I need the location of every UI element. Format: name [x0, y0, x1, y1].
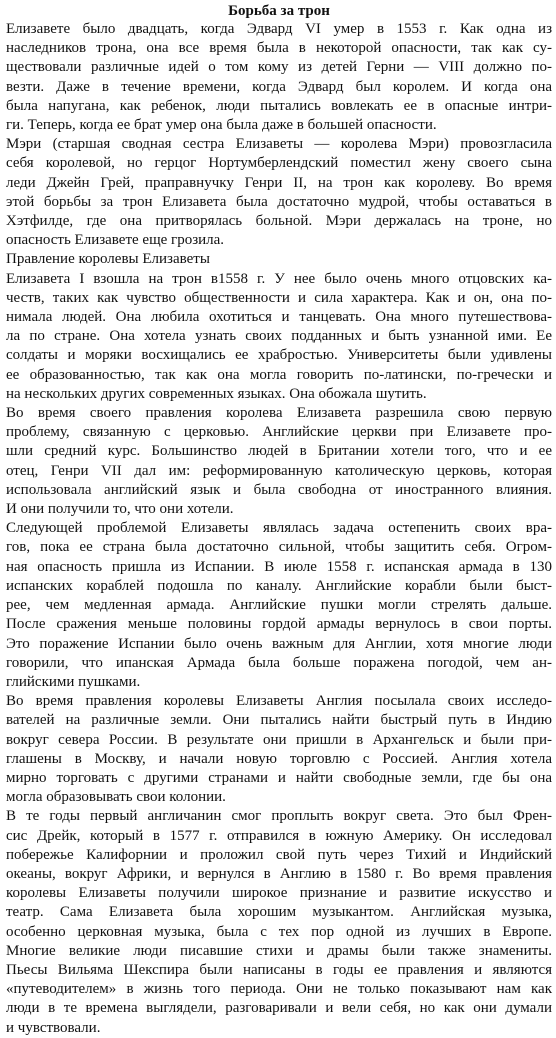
text-line: ществовали различные идей о том кому из детей Герни — VIII должно по-: [6, 59, 552, 76]
text-line: честв, таких как чувство общественности и сила характера. Как и он, она по-: [6, 289, 552, 306]
text-line: могла образовывать свои колонии.: [6, 789, 226, 806]
text-line: опасность Елизавете еще грозила.: [6, 232, 225, 249]
text-line: везти. Даже в течение времени, когда Эдвард был королем. И когда она: [6, 78, 552, 95]
page-title: Борьба за трон: [228, 3, 330, 19]
text-line: мирно торговать с другими странами и найти свободные земли, где бы она: [6, 769, 552, 786]
text-line: особенно церковная музыка, была с тех пор одной из лучших в Европе.: [6, 923, 552, 940]
text-line: «путеводителем» в жизнь того периода. Они не только показывают нам как: [6, 981, 552, 998]
text-line: После сражения меньше половины гордой армады вернулось в свои порты.: [6, 616, 552, 633]
text-line: Во время своего правления королева Елизавета разрешила свою первую: [6, 405, 552, 422]
text-line: И они получили то, что они хотели.: [6, 501, 234, 518]
text-line: ная опасность пришла из Испании. В июле 1558 г. испанская армада в 130: [6, 558, 552, 575]
text-line: нимала людей. Она любила охотиться и танцевать. Она много путешествова-: [6, 309, 552, 326]
text-line: гов, пока ее страна была достаточно сильной, чтобы защитить себя. Огром-: [6, 539, 552, 556]
paragraph: [6, 692, 552, 807]
text-line: на нескольких других современных языках. Она обожала шутить.: [6, 385, 427, 402]
text-line: глашены в Москву, и начали новую торговлю с Россией. Англия хотела: [6, 750, 552, 767]
text-line: Мэри (старшая сводная сестра Елизаветы — королева Мэри) провозгласила: [6, 136, 552, 153]
paragraph: [6, 404, 552, 519]
text-line: была напугана, как ребенок, люди пытались вовлекать ее в опасные интри-: [6, 97, 552, 114]
text-line: Елизавета I взошла на трон в1558 г. У нее было очень много отцовских ка-: [6, 270, 552, 287]
text-line: вателей на различные земли. Они пытались найти быстрый путь в Индию: [6, 712, 552, 729]
text-line: леди Джейн Грей, праправнучку Генри II, на трон как королеву. Во время: [6, 174, 552, 191]
paragraph: [6, 519, 552, 692]
paragraph: [6, 250, 552, 404]
text-line: Следующей проблемой Елизаветы являлась задача остепенить своих вра-: [6, 520, 552, 537]
text-line: испанских кораблей подошла по каналу. Английские корабли были быст-: [6, 577, 552, 594]
text-line: отец, Генри VII дал им: реформированную католическую церковь, которая: [6, 462, 552, 479]
text-line: театр. Сама Елизавета была хорошим музыкантом. Английская музыка,: [6, 904, 552, 921]
text-line: люди в те времена выглядели, разговаривали и вели себя, но как они думали: [6, 1000, 552, 1017]
text-line: глийскими пушками.: [6, 673, 141, 690]
text-line: Во время правления королевы Елизаветы Англия посылала своих исследо-: [6, 693, 552, 710]
text-line: рее, чем медленная армада. Английские пушки могли стрелять дальше.: [6, 597, 552, 614]
text-line: и чувствовали.: [6, 1019, 101, 1036]
text-line: сис Дрейк, который в 1577 г. отправился в южную Америку. Он исследовал: [6, 827, 552, 844]
text-line: Многие великие люди писавшие стихи и драмы были также знамениты.: [6, 942, 552, 959]
text-line: Пьесы Вильяма Шекспира были написаны в годы ее правления и являются: [6, 961, 552, 978]
section-heading: Правление королевы Елизаветы: [6, 251, 210, 268]
text-line: использовала английский язык и была свободна от иностранного влияния.: [6, 481, 552, 498]
text-line: этой борьбы за трон Елизавета была достаточно мудрой, чтобы оставаться в: [6, 193, 552, 210]
text-line: ла по стране. Она хотела узнать своих подданных и быть узнанной ими. Ее: [6, 328, 552, 345]
text-line: побережье Калифорнии и проложил свой путь через Тихий и Индийский: [6, 846, 552, 863]
text-line: шли средний курс. Большинство людей в Британии хотели того, что и ее: [6, 443, 552, 460]
text-line: ее образованностью, так как она могла говорить по-латински, по-гречески и: [6, 366, 552, 383]
text-line: солдаты и моряки восхищались ее храбростью. Университеты были удивлены: [6, 347, 552, 364]
text-line: говорили, что ипанская Армада была больше поражена погодой, чем ан-: [6, 654, 552, 671]
text-line: наследников трона, она все время была в некоторой опасности, так как су-: [6, 40, 552, 57]
text-line: Это поражение Испании было очень важным для Англии, хотя многие люди: [6, 635, 552, 652]
paragraph: [6, 135, 552, 250]
text-line: В те годы первый англичанин смог проплыть вокруг света. Это был Френ-: [6, 808, 552, 825]
text-line: вокруг севера России. В результате они пришли в Архангельск и были при-: [6, 731, 552, 748]
text-line: ги. Теперь, когда ее брат умер она была даже в большей опасности.: [6, 117, 437, 134]
text-line: Хэтфилде, где она притворялась больной. Мэри держалась на троне, но: [6, 213, 552, 230]
document-body: [6, 20, 552, 1038]
text-line: океаны, вокруг Африки, и вернулся в Англию в 1580 г. Во время правления: [6, 865, 552, 882]
text-line: королевы Елизаветы получили широкое признание и развитие искусство и: [6, 885, 552, 902]
paragraph: [6, 807, 552, 1037]
text-line: Елизавете было двадцать, когда Эдвард VI умер в 1553 г. Как одна из: [6, 21, 552, 37]
text-line: себя королевой, но герцог Нортумберлендский поместил жену своего сына: [6, 155, 552, 172]
paragraph: [6, 20, 552, 135]
text-line: проблему, связанную с церковью. Английские церкви при Елизавете про-: [6, 424, 552, 441]
